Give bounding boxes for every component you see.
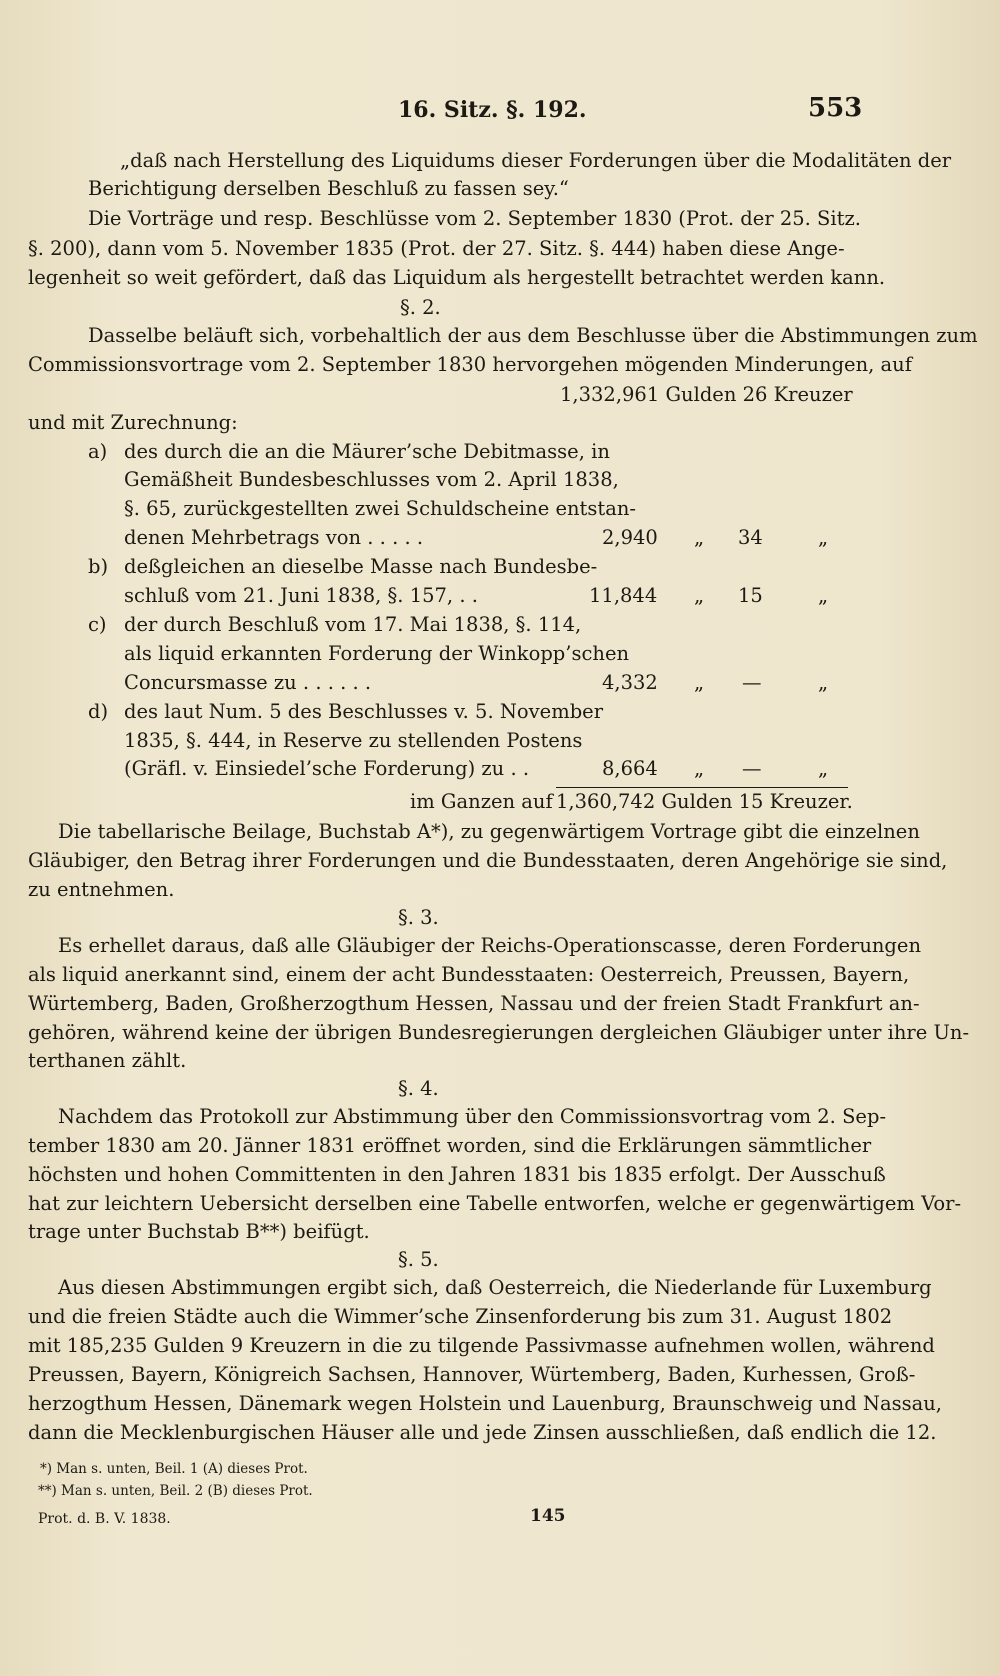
- text-line: höchsten und hohen Committenten in den Jahren 1831 bis 1835 erfolgt. Der Ausschuß: [28, 1163, 886, 1186]
- item-kreuzer: 15: [738, 584, 763, 607]
- total-prefix: im Ganzen auf: [410, 790, 553, 813]
- signature-mark: 145: [530, 1506, 566, 1526]
- ditto-mark: „: [818, 757, 829, 780]
- item-label: d): [88, 700, 109, 723]
- item-amount: 11,844: [589, 584, 658, 607]
- text-line: §. 200), dann vom 5. November 1835 (Prot. der 27. Sitz. §. 444) haben diese Ange-: [28, 237, 845, 260]
- item-label: c): [88, 613, 107, 636]
- ditto-mark: „: [694, 584, 705, 607]
- text-line: gehören, während keine der übrigen Bundesregierungen dergleichen Gläubiger unter ihre Un-: [28, 1021, 970, 1044]
- text-line: dann die Mecklenburgischen Häuser alle und jede Zinsen ausschließen, daß endlich die 12.: [28, 1421, 937, 1444]
- text-line: und die freien Städte auch die Wimmer’sche Zinsenforderung bis zum 31. August 1802: [28, 1305, 893, 1328]
- item-kreuzer: 34: [738, 526, 763, 549]
- text-line: tember 1830 am 20. Jänner 1831 eröffnet worden, sind die Erklärungen sämmtlicher: [28, 1134, 872, 1157]
- page-number: 553: [808, 93, 863, 123]
- item-amount: 8,664: [602, 757, 658, 780]
- item-kreuzer: —: [742, 671, 762, 694]
- item-line: deßgleichen an dieselbe Masse nach Bundesbe-: [124, 555, 598, 578]
- text-line: Nachdem das Protokoll zur Abstimmung über den Commissionsvortrag vom 2. Sep-: [58, 1105, 887, 1128]
- text-line: legenheit so weit gefördert, daß das Liquidum als hergestellt betrachtet werden kann.: [28, 266, 886, 289]
- text-line: zu entnehmen.: [28, 878, 175, 901]
- item-line: der durch Beschluß vom 17. Mai 1838, §. 114,: [124, 613, 582, 636]
- text-line: mit 185,235 Gulden 9 Kreuzern in die zu tilgende Passivmasse aufnehmen wollen, während: [28, 1334, 935, 1357]
- sum-rule: [556, 787, 848, 788]
- footer-protocol: Prot. d. B. V. 1838.: [38, 1511, 171, 1527]
- item-line: als liquid erkannten Forderung der Winkopp’schen: [124, 642, 630, 665]
- item-line: Concursmasse zu . . . . . .: [124, 671, 372, 694]
- item-line: Gemäßheit Bundesbeschlusses vom 2. April 1838,: [124, 468, 619, 491]
- text-line: trage unter Buchstab B**) beifügt.: [28, 1220, 370, 1243]
- text-line: Die tabellarische Beilage, Buchstab A*), zu gegenwärtigem Vortrage gibt die einzelnen: [58, 820, 920, 843]
- total-amount: 1,360,742 Gulden 15 Kreuzer.: [556, 790, 853, 813]
- item-line: §. 65, zurückgestellten zwei Schuldscheine entstan-: [124, 497, 636, 520]
- text-line: Würtemberg, Baden, Großherzogthum Hessen, Nassau und der freien Stadt Frankfurt an-: [28, 992, 920, 1015]
- text-line: terthanen zählt.: [28, 1049, 187, 1072]
- item-kreuzer: —: [742, 757, 762, 780]
- item-line: schluß vom 21. Juni 1838, §. 157, . .: [124, 584, 478, 607]
- text-line: „daß nach Herstellung des Liquidums dieser Forderungen über die Modalitäten der: [120, 149, 952, 172]
- text-line: Preussen, Bayern, Königreich Sachsen, Hannover, Würtemberg, Baden, Kurhessen, Groß-: [28, 1363, 916, 1386]
- ditto-mark: „: [694, 671, 705, 694]
- item-line: des durch die an die Mäurer’sche Debitmasse, in: [124, 440, 610, 463]
- item-label: b): [88, 555, 109, 578]
- item-amount: 2,940: [602, 526, 658, 549]
- text-line: Aus diesen Abstimmungen ergibt sich, daß Oesterreich, die Niederlande für Luxemburg: [58, 1276, 932, 1299]
- item-label: a): [88, 440, 108, 463]
- ditto-mark: „: [818, 584, 829, 607]
- text-line: Berichtigung derselben Beschluß zu fassen sey.“: [88, 177, 569, 200]
- footnote: *) Man s. unten, Beil. 1 (A) dieses Prot.: [40, 1461, 308, 1477]
- text-line: und mit Zurechnung:: [28, 411, 238, 434]
- section-heading: §. 4.: [398, 1077, 439, 1100]
- section-heading: §. 2.: [400, 296, 441, 319]
- text-line: Dasselbe beläuft sich, vorbehaltlich der aus dem Beschlusse über die Abstimmungen zum: [88, 324, 978, 347]
- base-amount: 1,332,961 Gulden 26 Kreuzer: [560, 383, 853, 406]
- ditto-mark: „: [694, 757, 705, 780]
- footnote: **) Man s. unten, Beil. 2 (B) dieses Prot.: [38, 1483, 313, 1499]
- item-line: 1835, §. 444, in Reserve zu stellenden Postens: [124, 729, 583, 752]
- item-line: (Gräfl. v. Einsiedel’sche Forderung) zu . .: [124, 757, 530, 780]
- text-line: Es erhellet daraus, daß alle Gläubiger der Reichs-Operationscasse, deren Forderungen: [58, 934, 922, 957]
- text-line: Gläubiger, den Betrag ihrer Forderungen und die Bundesstaaten, deren Angehörige sie sind,: [28, 849, 948, 872]
- section-heading: §. 3.: [398, 906, 439, 929]
- ditto-mark: „: [694, 526, 705, 549]
- running-header: 16. Sitz. §. 192.: [398, 97, 587, 123]
- item-line: denen Mehrbetrags von . . . . .: [124, 526, 424, 549]
- ditto-mark: „: [818, 671, 829, 694]
- item-amount: 4,332: [602, 671, 658, 694]
- text-line: herzogthum Hessen, Dänemark wegen Holstein und Lauenburg, Braunschweig und Nassau,: [28, 1392, 942, 1415]
- text-line: Die Vorträge und resp. Beschlüsse vom 2. September 1830 (Prot. der 25. Sitz.: [88, 207, 861, 230]
- item-line: des laut Num. 5 des Beschlusses v. 5. November: [124, 700, 604, 723]
- ditto-mark: „: [818, 526, 829, 549]
- section-heading: §. 5.: [398, 1248, 439, 1271]
- text-line: als liquid anerkannt sind, einem der acht Bundesstaaten: Oesterreich, Preussen, Bayern,: [28, 963, 910, 986]
- text-line: hat zur leichtern Uebersicht derselben eine Tabelle entworfen, welche er gegenwärtigem Vor-: [28, 1192, 962, 1215]
- text-line: Commissionsvortrage vom 2. September 1830 hervorgehen mögenden Minderungen, auf: [28, 353, 912, 376]
